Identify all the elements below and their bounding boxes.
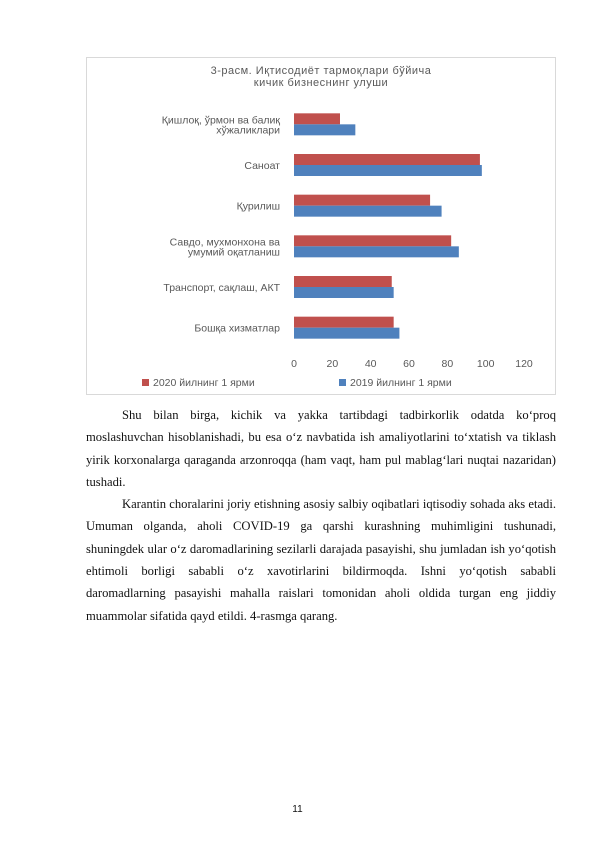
bar-series-2-4 bbox=[294, 287, 394, 298]
bar-series-1-4 bbox=[294, 276, 392, 287]
x-tick-label: 100 bbox=[476, 358, 495, 370]
legend-swatch bbox=[339, 379, 346, 386]
legend-label: 2019 йилнинг 1 ярми bbox=[350, 377, 452, 389]
x-tick-label: 0 bbox=[291, 358, 297, 370]
chart-figure bbox=[86, 57, 556, 395]
bar-series-1-3 bbox=[294, 235, 451, 246]
category-label bbox=[194, 323, 280, 335]
category-label bbox=[170, 236, 280, 258]
paragraph-1: Shu bilan birga, kichik va yakka tartibdagi tadbirkorlik odatda ko‘proq moslashuvchan hisoblanishadi, bu esa o‘z navbatida ish amaliyotlarini to‘xtatish va tiklash yirik korxonalarga qaraganda arzonroqqa (ham vaqt, ham pul mablag‘lari nuqtai nazaridan) tushadi. bbox=[86, 408, 556, 489]
category-label-line: Қишлоқ, ўрмон ва балиқ bbox=[161, 114, 280, 127]
category-label bbox=[163, 282, 280, 294]
category-label-line: Транспорт, сақлаш, АКТ bbox=[163, 282, 280, 294]
bar-series-1-0 bbox=[294, 113, 340, 124]
x-tick-label: 80 bbox=[441, 358, 454, 370]
bar-series-1-2 bbox=[294, 195, 430, 206]
legend-swatch bbox=[142, 379, 149, 386]
category-label-line: Савдо, мухмонхона ва bbox=[169, 236, 280, 249]
x-tick-label: 40 bbox=[364, 358, 377, 370]
category-label-line: Бошқа хизматлар bbox=[194, 322, 280, 335]
bar-series-2-2 bbox=[294, 206, 442, 217]
page-number: 11 bbox=[292, 804, 303, 815]
bar-series-1-1 bbox=[294, 154, 480, 165]
x-tick-label: 20 bbox=[326, 358, 339, 370]
legend-label: 2020 йилнинг 1 ярми bbox=[153, 377, 255, 389]
paragraph-2: Karantin choralarini joriy etishning asosiy salbiy oqibatlari iqtisodiy sohada aks etadi. Umuman olganda, aholi COVID-19 ga qarshi kurashning muhimligini tushunadi, shuningdek ular o‘z daromadlarining sezilarli darajada pasayishi, shu jumladan ish yo‘qotish ehtimoli borligi sababli o‘z xavotirlarini bildirmoqda. Ishni yo‘qotish sababli daromadlarning pasayishi mahalla raislari tomonidan aholi oldida turgan eng jiddiy muammolar sifatida qayd etildi. 4-rasmga qarang. bbox=[86, 497, 556, 623]
category-label-line: Қурилиш bbox=[236, 200, 280, 213]
chart-title-line-1: 3-расм. Иқтисодиёт тармоқлари бўйича bbox=[210, 65, 432, 77]
category-label bbox=[244, 160, 280, 172]
bar-series-2-1 bbox=[294, 165, 482, 176]
category-label bbox=[237, 201, 280, 213]
x-tick-label: 120 bbox=[515, 358, 533, 370]
x-tick-label: 60 bbox=[403, 358, 415, 370]
category-label-line: умумий оқатланиш bbox=[187, 246, 280, 259]
chart-title-line-2: кичик бизнеснинг улуши bbox=[253, 77, 389, 89]
category-label bbox=[162, 114, 281, 136]
bar-series-2-0 bbox=[294, 124, 355, 135]
category-label-line: хўжаликлари bbox=[216, 124, 280, 137]
bar-series-2-5 bbox=[294, 328, 399, 339]
bar-chart bbox=[87, 58, 557, 396]
bar-series-2-3 bbox=[294, 246, 459, 257]
category-label-line: Саноат bbox=[244, 160, 280, 172]
body-text bbox=[86, 404, 556, 627]
bar-series-1-5 bbox=[294, 317, 394, 328]
